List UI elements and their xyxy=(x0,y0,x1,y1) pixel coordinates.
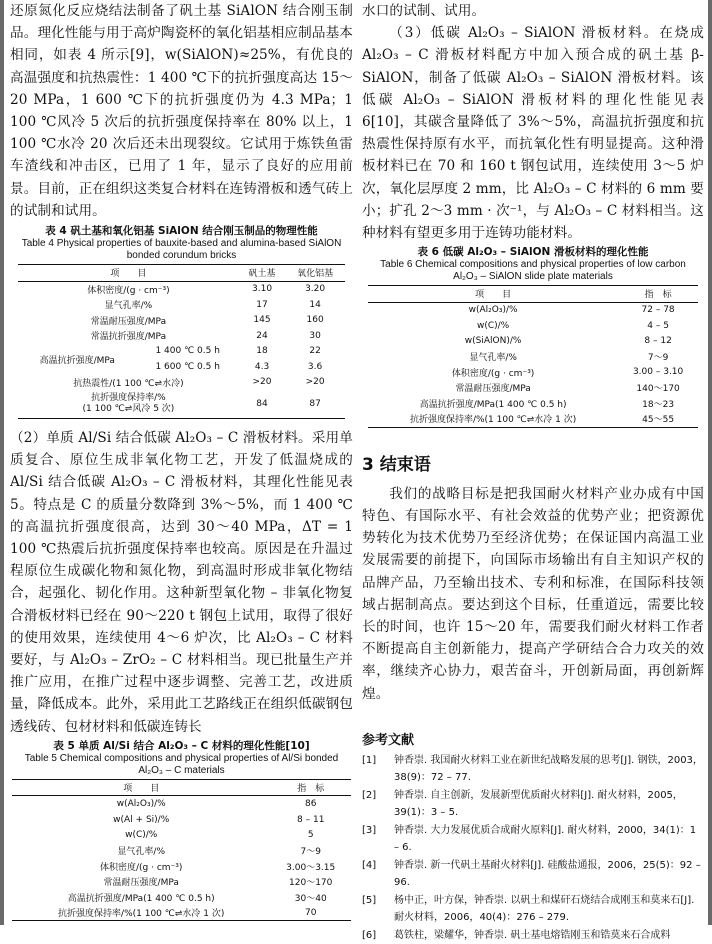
table-row xyxy=(12,905,351,921)
reference-number: [6] xyxy=(362,929,377,941)
table6-block xyxy=(362,246,704,428)
table5-cell: 30～40 xyxy=(294,893,327,904)
table5-cell: 高温抗折强度/MPa(1 400 ℃ 0.5 h) xyxy=(67,893,215,904)
reference-number: [5] xyxy=(362,894,377,906)
table5-cell: 7～9 xyxy=(300,847,321,858)
table-row xyxy=(368,365,698,381)
reference-item xyxy=(362,752,704,787)
table-row xyxy=(12,858,351,874)
reference-item xyxy=(362,892,704,927)
table-row xyxy=(12,812,351,828)
left-paragraph-top: 还原氮化反应烧结法制备了矾土基 SiAlON 结合刚玉制品。理化性能与用于高炉陶瓷杯的氧化铝基相应制品基本相同，如表 4 所示[9]，w(SiAlON)≈25%，有优良的高温强度和抗热震性：1 400 ℃下的抗折强度高达 15～20 MPa，1 600 ℃下的抗折强度仍为 4.3 MPa；1 100 ℃风冷 5 次后的抗折强度保持率在 80% 以上，1 100 ℃水冷 20 次后还未出现裂纹。它试用于炼铁鱼雷车渣线和冲击区，已用了 1 年，显示了良好的应用前景。目前，正在组织这类复合材料在连铸滑板和透气砖上的试制和试用。 xyxy=(10,3,353,219)
table4-cell: 84 xyxy=(239,390,285,419)
table4-hot-strength-label: 高温抗折强度/MPa xyxy=(39,355,115,366)
table5-cell: 体积密度/(g · cm⁻³) xyxy=(100,862,183,873)
table5-cell: w(Al₂O₃)/% xyxy=(116,799,166,810)
table-row xyxy=(368,411,698,427)
table-row xyxy=(18,297,345,313)
table6-cell: 显气孔率/% xyxy=(469,353,517,364)
table5-cell: 70 xyxy=(270,905,351,921)
table4-cell: 3.20 xyxy=(305,284,326,295)
table6-cell: 体积密度/(g · cm⁻³) xyxy=(451,368,535,379)
table6-cell: 4 – 5 xyxy=(647,320,669,331)
table-row xyxy=(12,796,351,812)
table4-cell: 24 xyxy=(256,330,268,341)
page-left-edge xyxy=(0,0,4,925)
table6-cell: 18～23 xyxy=(642,399,675,410)
reference-number: [1] xyxy=(362,754,377,766)
table6 xyxy=(368,285,698,428)
right-paragraph-continuation: 水口的试制、试用。 xyxy=(362,3,486,19)
table5-header-item: 项 目 xyxy=(12,779,270,796)
table4-cell: 14 xyxy=(309,299,321,310)
table-row xyxy=(18,328,345,344)
table5 xyxy=(12,779,351,922)
table5-cell: 120～170 xyxy=(289,878,333,889)
table4-cell: >20 xyxy=(252,377,272,388)
table4-cell: 显气孔率/% xyxy=(104,301,153,312)
table6-cell: w(SiAlON)/% xyxy=(464,336,522,347)
table5-header-value: 指 标 xyxy=(270,779,351,796)
table6-cell: 高温抗折强度/MPa(1 400 ℃ 0.5 h) xyxy=(419,399,567,410)
table4-caption-cn: 表 4 矾土基和氧化铝基 SiAlON 结合刚玉制品的物理性能 xyxy=(45,225,318,238)
table4-cell: 22 xyxy=(309,346,321,357)
table-row xyxy=(18,375,345,391)
reference-number: [3] xyxy=(362,824,377,836)
table4-cell: 18 xyxy=(256,346,268,357)
table5-cell: 8 – 11 xyxy=(297,814,325,825)
table4-cell: 常温抗折强度/MPa xyxy=(90,332,167,343)
table4-cell: 常温耐压强度/MPa xyxy=(90,316,167,327)
reference-item xyxy=(362,927,704,944)
table-row xyxy=(18,281,345,297)
table6-caption-en: Table 6 Chemical compositions and physical properties of low carbon Al₂O₃ – SiAlON slide plate materials xyxy=(380,259,686,283)
table-row xyxy=(18,344,345,360)
reference-text: 钟香崇. 我国耐火材料工业在新世纪战略发展的思考[J]. 钢铁，2003，38(9)：72 – 77. xyxy=(394,754,703,784)
table4 xyxy=(18,264,345,419)
table4-cell: 17 xyxy=(256,299,268,310)
table-row xyxy=(18,313,345,329)
reference-text: 葛铁柱，梁耀华，钟香崇. 矾土基电熔锆刚玉和锆莫来石合成料 xyxy=(394,929,671,941)
section-title-conclusion: 3 结束语 xyxy=(362,454,431,475)
table4-cell: >20 xyxy=(305,377,325,388)
table4-header-item: 项 目 xyxy=(18,265,239,282)
table4-cell: 1 400 ℃ 0.5 h xyxy=(155,346,220,357)
reference-text: 钟香崇. 大力发展优质合成耐火原料[J]. 耐火材料，2000，34(1)：1 – 6. xyxy=(394,824,697,854)
table5-cell: 86 xyxy=(304,799,317,810)
table6-caption-cn: 表 6 低碳 Al₂O₃ – SiAlON 滑板材料的理化性能 xyxy=(417,246,649,259)
table4-cell: 3.6 xyxy=(307,361,323,372)
table6-cell: 8 – 12 xyxy=(644,336,672,347)
references-list xyxy=(362,752,704,944)
table6-cell: 7～9 xyxy=(647,353,669,364)
reference-text: 钟香崇. 新一代矾土基耐火材料[J]. 硅酸盐通报，2006，25(5)：92 – 96. xyxy=(394,859,701,889)
table-row xyxy=(18,390,345,419)
table6-cell: 140～170 xyxy=(636,384,680,395)
table5-cell: 抗折强度保持率/%(1 100 ℃⇌水冷 1 次) xyxy=(12,905,270,921)
table4-cell: 1 600 ℃ 0.5 h xyxy=(155,361,220,372)
conclusion-paragraph: 我们的战略目标是把我国耐火材料产业办成有中国特色、有国际水平、有社会效益的优势产业；把资源优势转化为技术优势乃至经济优势；在保证国内高温工业发展需要的前提下，向国际市场输出有自主知识产权的品牌产品，乃至输出技术、专利和标准，在国际科技领域占据制高点。要达到这个目标，任重道远，需要比较长的时间，也许 15～20 年，需要我们耐火材料工作者不断提高自主创新能力，提高产学研结合合力攻关的效率，继续齐心协力，艰苦奋斗，开创新局面，再创新辉煌。 xyxy=(362,485,704,702)
table4-cell: 160 xyxy=(306,315,324,326)
table-row xyxy=(368,334,698,350)
table6-cell: w(Al₂O₃)/% xyxy=(468,305,518,316)
table4-cell: 3.10 xyxy=(252,284,273,295)
table-row xyxy=(368,380,698,396)
table4-cell: 体积密度/(g · cm⁻³) xyxy=(87,285,170,296)
page-right-edge xyxy=(708,0,712,925)
table4-cell: 87 xyxy=(285,390,345,419)
table6-cell: 72 – 78 xyxy=(641,305,675,316)
table5-caption-en: Table 5 Chemical compositions and physical properties of Al/Si bonded Al₂O₃ – C materials xyxy=(24,752,339,776)
table-row xyxy=(12,874,351,890)
reference-text: 钟香崇. 自主创新，发展新型优质耐火材料[J]. 耐火材料，2005，39(1)：3 – 5. xyxy=(394,789,683,819)
table4-cell: 抗折强度保持率/% (1 100 ℃⇌风冷 5 次) xyxy=(18,390,239,419)
table5-cell: 3.00～3.15 xyxy=(286,862,336,873)
table4-block xyxy=(10,225,353,419)
reference-item xyxy=(362,857,704,892)
left-paragraph-mid: （2）单质 Al/Si 结合低碳 Al₂O₃ – C 滑板材料。采用单质复合、原位生成非氧化物工艺，开发了低温烧成的 Al/Si 结合低碳 Al₂O₃ – C 滑板材料，其理化性能见表 5。特点是 C 的质量分数降到 3%～5%，而 1 400 ℃的高温抗折强度很高，达到 30～40 MPa，ΔT = 1 100 ℃热震后抗折强度保持率也较高。原因是在升温过程原位生成碳化物和氮化物，到高温时形成非氧化物结合，起强化、韧化作用。这种新型氧化物 – 非氧化物复合滑板材料已经在 90～220 t 钢包上试用，取得了很好的使用效果，连续使用 4～6 炉次，比 Al₂O₃ – C 材料要好，与 Al₂O₃ – ZrO₂ – C 材料相当。现已批量生产并推广应用，在推广过程中逐步调整、完善工艺，改进质量，降低成本。此外，采用此工艺路线正在组织低碳钢包透线砖、包材材料和低碳连铸长 xyxy=(10,430,353,735)
table6-header-item: 项 目 xyxy=(368,286,618,303)
table5-cell: 显气孔率/% xyxy=(117,847,166,858)
reference-item xyxy=(362,822,704,857)
table6-cell: 3.00 – 3.10 xyxy=(632,367,684,378)
reference-number: [2] xyxy=(362,789,377,801)
table5-cell: 5 xyxy=(307,830,314,841)
table5-cell: 常温耐压强度/MPa xyxy=(103,878,179,889)
table6-cell: 常温耐压强度/MPa xyxy=(455,384,531,395)
table4-cell: 抗热震性/(1 100 ℃⇌水冷) xyxy=(73,378,184,389)
right-paragraph-slide-plate: （3）低碳 Al₂O₃ – SiAlON 滑板材料。在烧成 Al₂O₃ – C 滑板材料配方中加入预合成的矾土基 β-SiAlON，制备了低碳 Al₂O₃ – SiAlON 滑板材料。该低碳 Al₂O₃ – SiAlON 滑板材料的理化性能见表 6[10]，其碳含量降低了 3%～5%，高温抗折强度和抗热震性保持原有水平，而抗氧化性有明显提高。这种滑板材料已在 70 和 160 t 钢包试用，连续使用 3～5 炉次，氧化层厚度 2 mm，比 Al₂O₃ – C 材料的 6 mm 要小；扩孔 2～3 mm · 次⁻¹，与 Al₂O₃ – C 材料相当。这种材料有望更多用于连铸功能材料。 xyxy=(362,25,704,242)
table-row xyxy=(368,349,698,365)
table-row xyxy=(368,318,698,334)
table4-cell: 30 xyxy=(309,330,321,341)
references-title: 参考文献 xyxy=(362,732,415,748)
table4-caption-en: Table 4 Physical properties of bauxite-based and alumina-based SiAlON bonded corundum bricks xyxy=(21,238,342,262)
table6-cell: w(C)/% xyxy=(476,320,510,331)
table-row xyxy=(12,889,351,905)
table-row xyxy=(368,302,698,318)
reference-text: 杨中正，叶方保，钟香崇. 以矾土和煤矸石烧结合成刚玉和莫来石[J]. 耐火材料，2006，40(4)：276 – 279. xyxy=(394,894,695,924)
table6-header-value: 指 标 xyxy=(618,286,698,303)
table5-cell: w(C)/% xyxy=(125,830,158,841)
table4-header-alumina: 氧化铝基 xyxy=(285,265,345,282)
reference-item xyxy=(362,787,704,822)
table6-cell: 45～55 xyxy=(618,411,698,427)
right-column xyxy=(362,0,704,944)
table-row xyxy=(368,396,698,412)
reference-number: [4] xyxy=(362,859,377,871)
table5-block xyxy=(10,740,353,922)
table4-cell: 4.3 xyxy=(254,361,270,372)
table6-cell: 抗折强度保持率/%(1 100 ℃⇌水冷 1 次) xyxy=(368,411,618,427)
table4-header-bauxite: 矾土基 xyxy=(239,265,285,282)
table4-cell: 145 xyxy=(253,315,271,326)
left-column xyxy=(10,0,353,921)
table5-caption-cn: 表 5 单质 Al/Si 结合 Al₂O₃ – C 材料的理化性能[10] xyxy=(53,739,310,752)
table-row xyxy=(12,827,351,843)
table-row xyxy=(12,843,351,859)
table5-cell: w(Al + Si)/% xyxy=(113,814,170,825)
